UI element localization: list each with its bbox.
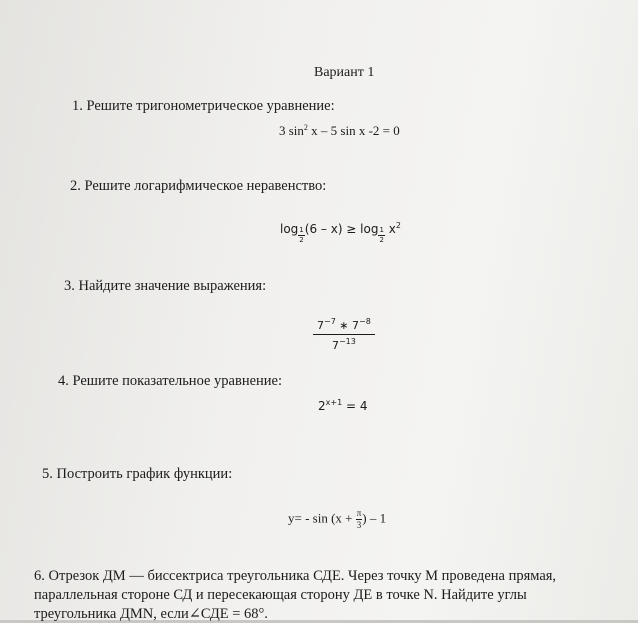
variant-title: Вариант 1 xyxy=(314,65,375,80)
task-3-expression xyxy=(313,318,375,351)
task-4-equation: $2^{x+1} = 4$ xyxy=(318,398,368,413)
task-4-label: 4. Решите показательное уравнение: xyxy=(58,373,283,389)
task-6-line-2: параллельная стороне СД и пересекающая сторону ДЕ в точке N. Найдите углы xyxy=(34,587,527,603)
task-1-equation: 3 $\sin^2 x - 5$ sin x -2 = 0 xyxy=(279,123,400,138)
task-3-label: 3. Найдите значение выражения: xyxy=(64,278,267,294)
task-2-label: 2. Решите логарифмическое неравенство: xyxy=(70,178,327,194)
task-2-inequality: log $\frac{1}{2}$ (6 – x) ≥ log $\frac{1}{2}$ $x^2$ xyxy=(280,221,401,244)
fraction-denominator: $7^{-13}$ xyxy=(331,337,356,352)
task-6-line-3: треугольника ДМN, если∠СДЕ = 68°. xyxy=(34,606,268,622)
task-1-label: 1. Решите тригонометрическое уравнение: xyxy=(72,98,335,114)
task-5-label: 5. Построить график функции: xyxy=(42,466,233,482)
task-6-line-1: 6. Отрезок ДМ — биссектриса треугольника СДЕ. Через точку М проведена прямая, xyxy=(34,568,557,584)
fraction-numerator: $7^{-7}$ ∗ $7^{-8}$ xyxy=(313,318,375,335)
task-5-function: y= - sin (x + $\frac{\pi}{3}$ ) – 1 xyxy=(288,508,387,530)
